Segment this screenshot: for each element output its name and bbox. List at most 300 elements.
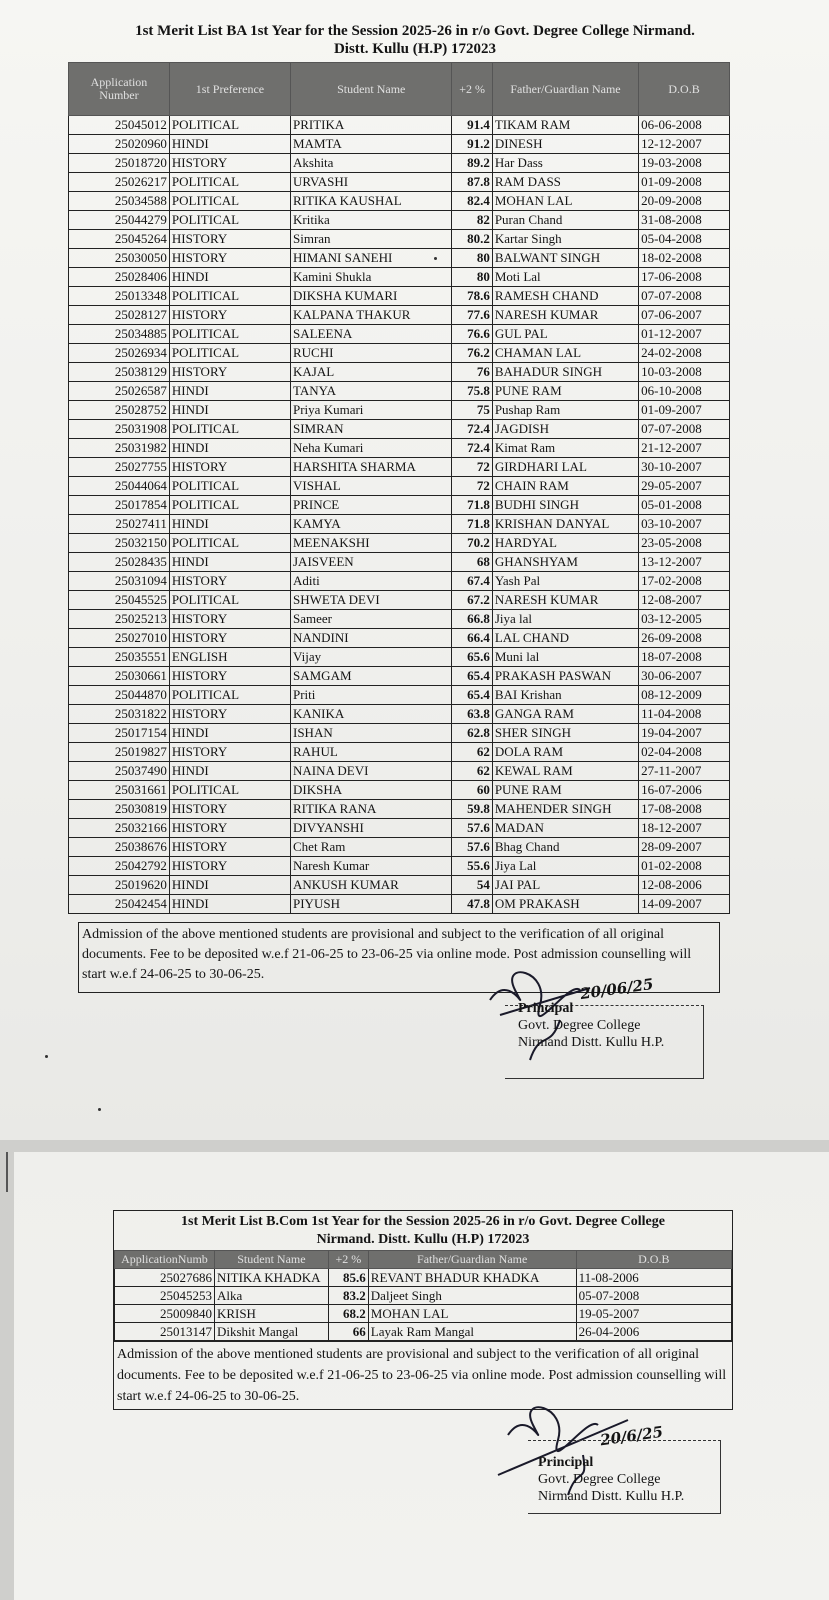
dob-cell: 07-06-2007 — [639, 306, 730, 325]
preference-cell: ENGLISH — [169, 648, 290, 667]
application-number-cell: 25025213 — [69, 610, 170, 629]
header-dob: D.O.B — [576, 1251, 731, 1269]
percent-cell: 66 — [328, 1323, 368, 1341]
percent-cell: 70.2 — [452, 534, 492, 553]
student-name-cell: SIMRAN — [291, 420, 452, 439]
student-name-cell: HARSHITA SHARMA — [291, 458, 452, 477]
father-name-cell: BAI Krishan — [492, 686, 638, 705]
preference-cell: HINDI — [169, 762, 290, 781]
table-row — [69, 192, 730, 211]
percent-cell: 91.4 — [452, 116, 492, 135]
student-name-cell: Sameer — [291, 610, 452, 629]
preference-cell: HINDI — [169, 268, 290, 287]
percent-cell: 72.4 — [452, 439, 492, 458]
percent-cell: 87.8 — [452, 173, 492, 192]
table-row — [69, 572, 730, 591]
dob-cell: 10-03-2008 — [639, 363, 730, 382]
dob-cell: 06-06-2008 — [639, 116, 730, 135]
student-name-cell: RITIKA KAUSHAL — [291, 192, 452, 211]
dob-cell: 21-12-2007 — [639, 439, 730, 458]
student-name-cell: KAMYA — [291, 515, 452, 534]
bcom-sign-college: Govt. Degree College — [538, 1472, 661, 1487]
application-number-cell: 25042792 — [69, 857, 170, 876]
table-row — [69, 401, 730, 420]
bcom-sign-location: Nirmand Distt. Kullu H.P. — [538, 1489, 685, 1504]
dob-cell: 23-05-2008 — [639, 534, 730, 553]
preference-cell: HISTORY — [169, 363, 290, 382]
table-row — [69, 515, 730, 534]
dob-cell: 16-07-2006 — [639, 781, 730, 800]
application-number-cell: 25028435 — [69, 553, 170, 572]
dob-cell: 28-09-2007 — [639, 838, 730, 857]
preference-cell: POLITICAL — [169, 420, 290, 439]
student-name-cell: PRITIKA — [291, 116, 452, 135]
dob-cell: 11-08-2006 — [576, 1269, 731, 1287]
percent-cell: 59.8 — [452, 800, 492, 819]
application-number-cell: 25032166 — [69, 819, 170, 838]
percent-cell: 65.6 — [452, 648, 492, 667]
father-name-cell: PUNE RAM — [492, 382, 638, 401]
dob-cell: 19-03-2008 — [639, 154, 730, 173]
table-row — [69, 743, 730, 762]
father-name-cell: Jiya lal — [492, 610, 638, 629]
father-name-cell: DOLA RAM — [492, 743, 638, 762]
dob-cell: 26-09-2008 — [639, 629, 730, 648]
table-row — [115, 1269, 732, 1287]
ba-merit-table — [68, 62, 730, 914]
header-application-number: Application Number — [69, 63, 170, 116]
application-number-cell: 25031822 — [69, 705, 170, 724]
student-name-cell: Akshita — [291, 154, 452, 173]
student-name-cell: SAMGAM — [291, 667, 452, 686]
father-name-cell: Yash Pal — [492, 572, 638, 591]
application-number-cell: 25034885 — [69, 325, 170, 344]
student-name-cell: Priti — [291, 686, 452, 705]
percent-cell: 65.4 — [452, 686, 492, 705]
ba-sign-date: 20/06/25 — [579, 974, 655, 1004]
dob-cell: 12-08-2006 — [639, 876, 730, 895]
student-name-cell: JAISVEEN — [291, 553, 452, 572]
father-name-cell: Muni lal — [492, 648, 638, 667]
father-name-cell: Jiya Lal — [492, 857, 638, 876]
preference-cell: HINDI — [169, 401, 290, 420]
father-name-cell: JAGDISH — [492, 420, 638, 439]
application-number-cell: 25031908 — [69, 420, 170, 439]
percent-cell: 63.8 — [452, 705, 492, 724]
father-name-cell: Layak Ram Mangal — [368, 1323, 576, 1341]
header-student-name: Student Name — [291, 63, 452, 116]
father-name-cell: MOHAN LAL — [368, 1305, 576, 1323]
father-name-cell: BAHADUR SINGH — [492, 363, 638, 382]
application-number-cell: 25044870 — [69, 686, 170, 705]
percent-cell: 83.2 — [328, 1287, 368, 1305]
preference-cell: HISTORY — [169, 306, 290, 325]
percent-cell: 57.6 — [452, 819, 492, 838]
table-row — [69, 838, 730, 857]
ba-signature-block — [518, 1000, 664, 1051]
table-row — [69, 781, 730, 800]
table-row — [69, 306, 730, 325]
student-name-cell: Vijay — [291, 648, 452, 667]
percent-cell: 77.6 — [452, 306, 492, 325]
bcom-sign-title: Principal — [538, 1455, 594, 1470]
percent-cell: 82 — [452, 211, 492, 230]
ba-title-line1: 1st Merit List BA 1st Year for the Session 2025-26 in r/o Govt. Degree College Nirmand. — [135, 23, 695, 39]
percent-cell: 82.4 — [452, 192, 492, 211]
preference-cell: HISTORY — [169, 705, 290, 724]
dob-cell: 19-05-2007 — [576, 1305, 731, 1323]
student-name-cell: DIKSHA — [291, 781, 452, 800]
father-name-cell: BUDHI SINGH — [492, 496, 638, 515]
percent-cell: 75 — [452, 401, 492, 420]
dob-cell: 01-02-2008 — [639, 857, 730, 876]
father-name-cell: KEWAL RAM — [492, 762, 638, 781]
table-row — [69, 173, 730, 192]
percent-cell: 91.2 — [452, 135, 492, 154]
percent-cell: 76.2 — [452, 344, 492, 363]
table-row — [69, 116, 730, 135]
dob-cell: 17-06-2008 — [639, 268, 730, 287]
student-name-cell: Dikshit Mangal — [214, 1323, 328, 1341]
dob-cell: 24-02-2008 — [639, 344, 730, 363]
table-row — [69, 325, 730, 344]
father-name-cell: OM PRAKASH — [492, 895, 638, 914]
father-name-cell: Har Dass — [492, 154, 638, 173]
preference-cell: POLITICAL — [169, 287, 290, 306]
student-name-cell: KALPANA THAKUR — [291, 306, 452, 325]
application-number-cell: 25017854 — [69, 496, 170, 515]
dob-cell: 05-07-2008 — [576, 1287, 731, 1305]
father-name-cell: Kimat Ram — [492, 439, 638, 458]
application-number-cell: 25031661 — [69, 781, 170, 800]
application-number-cell: 25031982 — [69, 439, 170, 458]
application-number-cell: 25026934 — [69, 344, 170, 363]
table-row — [69, 667, 730, 686]
preference-cell: HISTORY — [169, 629, 290, 648]
application-number-cell: 25019827 — [69, 743, 170, 762]
father-name-cell: LAL CHAND — [492, 629, 638, 648]
application-number-cell: 25027755 — [69, 458, 170, 477]
preference-cell: HISTORY — [169, 800, 290, 819]
table-row — [69, 553, 730, 572]
student-name-cell: Kritika — [291, 211, 452, 230]
preference-cell: POLITICAL — [169, 686, 290, 705]
bcom-merit-box — [113, 1210, 733, 1410]
percent-cell: 60 — [452, 781, 492, 800]
table-row — [69, 591, 730, 610]
student-name-cell: DIVYANSHI — [291, 819, 452, 838]
table-row — [69, 648, 730, 667]
percent-cell: 80.2 — [452, 230, 492, 249]
father-name-cell: TIKAM RAM — [492, 116, 638, 135]
student-name-cell: SHWETA DEVI — [291, 591, 452, 610]
ba-sign-title: Principal — [518, 1001, 574, 1016]
preference-cell: HISTORY — [169, 572, 290, 591]
student-name-cell: TANYA — [291, 382, 452, 401]
percent-cell: 72 — [452, 477, 492, 496]
percent-cell: 65.4 — [452, 667, 492, 686]
dob-cell: 19-04-2007 — [639, 724, 730, 743]
bcom-header-row — [115, 1251, 732, 1269]
application-number-cell: 25009840 — [115, 1305, 215, 1323]
student-name-cell: DIKSHA KUMARI — [291, 287, 452, 306]
header-application-number: ApplicationNumb — [115, 1251, 215, 1269]
table-row — [69, 477, 730, 496]
ba-title — [60, 22, 770, 58]
bcom-title-line1: 1st Merit List B.Com 1st Year for the Session 2025-26 in r/o Govt. Degree College — [181, 1214, 665, 1229]
table-row — [115, 1305, 732, 1323]
father-name-cell: RAM DASS — [492, 173, 638, 192]
header-student-name: Student Name — [214, 1251, 328, 1269]
percent-cell: 68 — [452, 553, 492, 572]
dob-cell: 01-09-2007 — [639, 401, 730, 420]
percent-cell: 80 — [452, 268, 492, 287]
percent-cell: 54 — [452, 876, 492, 895]
application-number-cell: 25045253 — [115, 1287, 215, 1305]
ba-sign-location: Nirmand Distt. Kullu H.P. — [518, 1035, 665, 1050]
father-name-cell: GUL PAL — [492, 325, 638, 344]
preference-cell: HINDI — [169, 439, 290, 458]
application-number-cell: 25044279 — [69, 211, 170, 230]
application-number-cell: 25045264 — [69, 230, 170, 249]
preference-cell: POLITICAL — [169, 591, 290, 610]
father-name-cell: Daljeet Singh — [368, 1287, 576, 1305]
table-row — [69, 496, 730, 515]
application-number-cell: 25034588 — [69, 192, 170, 211]
table-row — [69, 819, 730, 838]
father-name-cell: GANGA RAM — [492, 705, 638, 724]
header-percent: +2 % — [452, 63, 492, 116]
table-row — [69, 249, 730, 268]
table-row — [69, 857, 730, 876]
table-row — [69, 724, 730, 743]
preference-cell: HINDI — [169, 553, 290, 572]
student-name-cell: Kamini Shukla — [291, 268, 452, 287]
header-dob: D.O.B — [639, 63, 730, 116]
student-name-cell: Neha Kumari — [291, 439, 452, 458]
father-name-cell: GHANSHYAM — [492, 553, 638, 572]
student-name-cell: NAINA DEVI — [291, 762, 452, 781]
preference-cell: HISTORY — [169, 154, 290, 173]
percent-cell: 75.8 — [452, 382, 492, 401]
father-name-cell: Kartar Singh — [492, 230, 638, 249]
table-row — [69, 268, 730, 287]
header-father-name: Father/Guardian Name — [492, 63, 638, 116]
preference-cell: HINDI — [169, 876, 290, 895]
bcom-sign-date: 20/6/25 — [599, 1422, 665, 1450]
percent-cell: 72 — [452, 458, 492, 477]
student-name-cell: URVASHI — [291, 173, 452, 192]
father-name-cell: RAMESH CHAND — [492, 287, 638, 306]
table-row — [69, 629, 730, 648]
percent-cell: 67.4 — [452, 572, 492, 591]
application-number-cell: 25042454 — [69, 895, 170, 914]
dob-cell: 17-02-2008 — [639, 572, 730, 591]
application-number-cell: 25026587 — [69, 382, 170, 401]
percent-cell: 62 — [452, 743, 492, 762]
percent-cell: 67.2 — [452, 591, 492, 610]
table-row — [69, 344, 730, 363]
table-row — [69, 287, 730, 306]
student-name-cell: Aditi — [291, 572, 452, 591]
father-name-cell: GIRDHARI LAL — [492, 458, 638, 477]
dob-cell: 18-02-2008 — [639, 249, 730, 268]
dob-cell: 06-10-2008 — [639, 382, 730, 401]
application-number-cell: 25044064 — [69, 477, 170, 496]
table-row — [69, 135, 730, 154]
father-name-cell: KRISHAN DANYAL — [492, 515, 638, 534]
dob-cell: 01-09-2008 — [639, 173, 730, 192]
preference-cell: POLITICAL — [169, 344, 290, 363]
student-name-cell: PIYUSH — [291, 895, 452, 914]
percent-cell: 55.6 — [452, 857, 492, 876]
dob-cell: 13-12-2007 — [639, 553, 730, 572]
dob-cell: 05-01-2008 — [639, 496, 730, 515]
dob-cell: 17-08-2008 — [639, 800, 730, 819]
father-name-cell: NARESH KUMAR — [492, 591, 638, 610]
table-row — [69, 420, 730, 439]
dob-cell: 27-11-2007 — [639, 762, 730, 781]
student-name-cell: RAHUL — [291, 743, 452, 762]
preference-cell: HISTORY — [169, 667, 290, 686]
table-row — [69, 705, 730, 724]
application-number-cell: 25020960 — [69, 135, 170, 154]
preference-cell: POLITICAL — [169, 325, 290, 344]
student-name-cell: RUCHI — [291, 344, 452, 363]
bcom-title — [114, 1211, 732, 1250]
bcom-merit-table — [114, 1250, 732, 1341]
dob-cell: 30-10-2007 — [639, 458, 730, 477]
father-name-cell: Bhag Chand — [492, 838, 638, 857]
table-row — [115, 1287, 732, 1305]
student-name-cell: SALEENA — [291, 325, 452, 344]
speck — [45, 1055, 48, 1058]
ba-header-row — [69, 63, 730, 116]
student-name-cell: NITIKA KHADKA — [214, 1269, 328, 1287]
header-percent: +2 % — [328, 1251, 368, 1269]
father-name-cell: PRAKASH PASWAN — [492, 667, 638, 686]
table-row — [69, 458, 730, 477]
percent-cell: 85.6 — [328, 1269, 368, 1287]
dob-cell: 18-07-2008 — [639, 648, 730, 667]
application-number-cell: 25026217 — [69, 173, 170, 192]
dob-cell: 07-07-2008 — [639, 287, 730, 306]
application-number-cell: 25027686 — [115, 1269, 215, 1287]
percent-cell: 78.6 — [452, 287, 492, 306]
father-name-cell: BALWANT SINGH — [492, 249, 638, 268]
preference-cell: POLITICAL — [169, 192, 290, 211]
preference-cell: HINDI — [169, 724, 290, 743]
father-name-cell: JAI PAL — [492, 876, 638, 895]
application-number-cell: 25030050 — [69, 249, 170, 268]
dob-cell: 11-04-2008 — [639, 705, 730, 724]
ba-sign-college: Govt. Degree College — [518, 1018, 641, 1033]
application-number-cell: 25030819 — [69, 800, 170, 819]
ba-title-line2: Distt. Kullu (H.P) 172023 — [333, 41, 497, 57]
application-number-cell: 25045012 — [69, 116, 170, 135]
speck — [434, 257, 437, 260]
student-name-cell: Chet Ram — [291, 838, 452, 857]
dob-cell: 26-04-2006 — [576, 1323, 731, 1341]
student-name-cell: MAMTA — [291, 135, 452, 154]
percent-cell: 89.2 — [452, 154, 492, 173]
preference-cell: HISTORY — [169, 819, 290, 838]
dob-cell: 05-04-2008 — [639, 230, 730, 249]
preference-cell: HISTORY — [169, 610, 290, 629]
header-preference: 1st Preference — [169, 63, 290, 116]
preference-cell: HINDI — [169, 135, 290, 154]
percent-cell: 47.8 — [452, 895, 492, 914]
table-row — [69, 762, 730, 781]
table-row — [69, 876, 730, 895]
percent-cell: 76.6 — [452, 325, 492, 344]
table-row — [69, 895, 730, 914]
father-name-cell: PUNE RAM — [492, 781, 638, 800]
dob-cell: 08-12-2009 — [639, 686, 730, 705]
percent-cell: 71.8 — [452, 515, 492, 534]
dob-cell: 02-04-2008 — [639, 743, 730, 762]
preference-cell: POLITICAL — [169, 781, 290, 800]
student-name-cell: NANDINI — [291, 629, 452, 648]
bcom-title-line2: Nirmand. Distt. Kullu (H.P) 172023 — [316, 1232, 530, 1247]
table-row — [69, 211, 730, 230]
application-number-cell: 25037490 — [69, 762, 170, 781]
application-number-cell: 25032150 — [69, 534, 170, 553]
preference-cell: HISTORY — [169, 838, 290, 857]
student-name-cell: KRISH — [214, 1305, 328, 1323]
dob-cell: 31-08-2008 — [639, 211, 730, 230]
father-name-cell: HARDYAL — [492, 534, 638, 553]
application-number-cell: 25028127 — [69, 306, 170, 325]
preference-cell: HISTORY — [169, 249, 290, 268]
father-name-cell: DINESH — [492, 135, 638, 154]
ba-admission-note: Admission of the above mentioned students are provisional and subject to the verification of all original documents. Fee to be deposited w.e.f 21-06-25 to 23-06-25 via online mode. Post admission counselling will start w.e.f 24-06-25 to 30-06-25. — [78, 922, 720, 993]
student-name-cell: Naresh Kumar — [291, 857, 452, 876]
header-father-name: Father/Guardian Name — [368, 1251, 576, 1269]
application-number-cell: 25030661 — [69, 667, 170, 686]
father-name-cell: Moti Lal — [492, 268, 638, 287]
bcom-table-body — [115, 1269, 732, 1341]
percent-cell: 80 — [452, 249, 492, 268]
student-name-cell: PRINCE — [291, 496, 452, 515]
father-name-cell: MOHAN LAL — [492, 192, 638, 211]
table-row — [69, 439, 730, 458]
table-row — [69, 154, 730, 173]
student-name-cell: ISHAN — [291, 724, 452, 743]
dob-cell: 03-10-2007 — [639, 515, 730, 534]
preference-cell: HINDI — [169, 895, 290, 914]
dob-cell: 12-12-2007 — [639, 135, 730, 154]
student-name-cell: Priya Kumari — [291, 401, 452, 420]
application-number-cell: 25045525 — [69, 591, 170, 610]
father-name-cell: MAHENDER SINGH — [492, 800, 638, 819]
page-edge-mark — [6, 1152, 8, 1192]
dob-cell: 03-12-2005 — [639, 610, 730, 629]
preference-cell: POLITICAL — [169, 534, 290, 553]
preference-cell: HISTORY — [169, 743, 290, 762]
preference-cell: POLITICAL — [169, 477, 290, 496]
application-number-cell: 25038129 — [69, 363, 170, 382]
student-name-cell: KAJAL — [291, 363, 452, 382]
table-row — [69, 382, 730, 401]
dob-cell: 01-12-2007 — [639, 325, 730, 344]
preference-cell: POLITICAL — [169, 496, 290, 515]
application-number-cell: 25013147 — [115, 1323, 215, 1341]
dob-cell: 14-09-2007 — [639, 895, 730, 914]
percent-cell: 62 — [452, 762, 492, 781]
father-name-cell: Pushap Ram — [492, 401, 638, 420]
father-name-cell: REVANT BHADUR KHADKA — [368, 1269, 576, 1287]
